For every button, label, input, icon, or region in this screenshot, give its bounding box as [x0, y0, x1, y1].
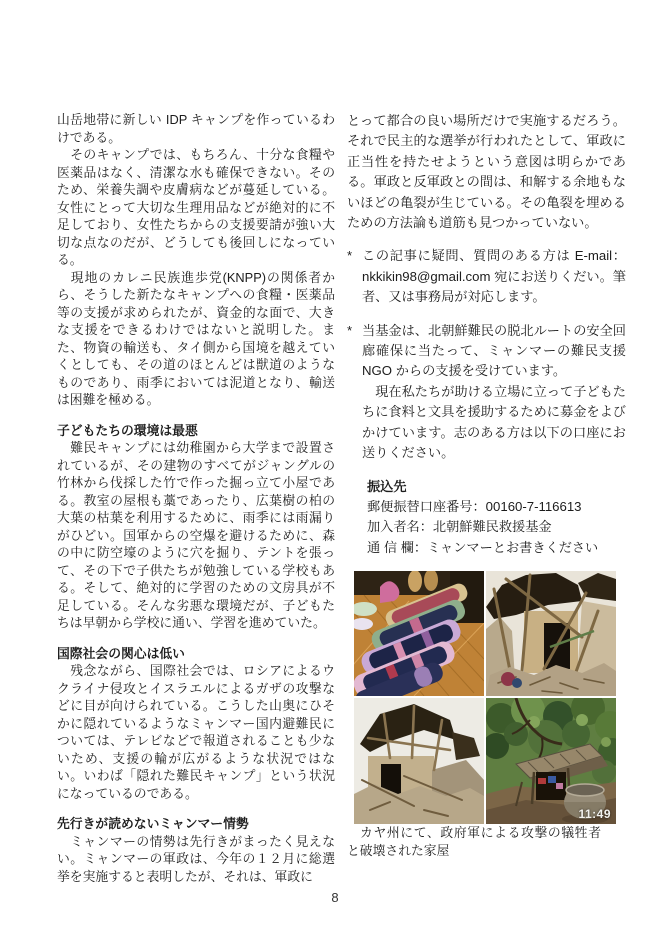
note-body: [362, 321, 626, 464]
note-paragraph: 現在私たちが助ける立場に立って子どもたちに食料と文具を援助するために募金をよびかけています。志のある方は以下の口座にお送りください。: [362, 383, 626, 461]
photo-victims-under-blankets: [354, 571, 484, 696]
photo-timestamp: 11:49: [578, 807, 611, 822]
bank-transfer-block: [367, 477, 626, 559]
section-body: ミャンマーの情勢は先行きがまったく見えない。ミャンマーの軍政は、今年の１２月に総選挙を実施すると表明したが、それは、軍政に: [57, 833, 335, 884]
body-paragraph: そのキャンプでは、もちろん、十分な食糧や医薬品はなく、清潔な水も確保できない。そのため、栄養失調や皮膚病などが蔓延している。女性にとって大切な生理用品などが絶対的に不足しており、女性たちからの支援要請が強い大切な点なのだが、どうしても後回しになっている。: [57, 147, 335, 267]
left-column: [57, 111, 335, 885]
body-paragraph: とって都合の良い場所だけで実施するだろう。それで民主的な選挙が行われたとして、軍政に正当性を持たせようという意図は明らかである。軍政と反軍政との間は、和解する余地もないほどの亀裂が生じている。その亀裂を埋めるための方法論も道筋も見つかっていない。: [347, 113, 626, 231]
photo-destroyed-jungle-hut-image: [486, 698, 616, 824]
right-column: [347, 111, 626, 860]
note-contact: [347, 246, 626, 307]
bank-account-name: 加入者名：北朝鮮難民救援基金: [367, 519, 552, 535]
body-paragraph: 山岳地帯に新しい IDP キャンプを作っているわけである。: [57, 112, 335, 145]
photo-destroyed-house-2-image: [354, 698, 484, 824]
photo-victims-image: [354, 571, 484, 696]
note-paragraph: この記事に疑問、質問のある方は E-mail：nkkikin98@gmail.com 宛にお送りくだい。筆者、又は事務局が対応します。: [362, 248, 626, 305]
section-body: 残念ながら、国際社会では、ロシアによるウクライナ侵攻とイスラエルによるガザの攻撃などに目が向けられている。こうした山奥にひそかに隠れているようなミャンマー国内避難民については、テレビなどで報道されることも少ないため、支援の輪が広がるような状況ではない。いわば「隠れた難民キャンプ」という状況になっているのである。: [57, 663, 335, 801]
photo-destroyed-house-1: [486, 571, 616, 696]
note-fund: [347, 321, 626, 464]
section-heading-myanmar-outlook: 先行きが読めないミャンマー情勢: [57, 816, 249, 831]
section-body: 難民キャンプには幼稚園から大学まで設置されているが、その建物のすべてがジャングルの竹林から伐採した竹で作った掘っ立て小屋である。教室の屋根も藁であったり、広葉樹の柏の大葉の枯葉を利用するために、雨季には雨漏りがひどい。国軍からの空爆を避けるために、森の中に防空壕のように穴を掘り、テントを張って、その下で子供たちが勉強している学校もある。そして、絶対的に学習のための文房具が不足している。そんな劣悪な環境だが、子どもたちは早朝から学校に通い、学習を進めていた。: [57, 440, 335, 630]
photo-destroyed-jungle-hut: [486, 698, 616, 824]
photo-caption: カヤ州にて、政府軍による攻撃の犠牲者と破壊された家屋: [347, 825, 601, 859]
photo-grid: [354, 571, 616, 824]
photo-destroyed-house-1-image: [486, 571, 616, 696]
bank-heading: 振込先: [367, 478, 407, 494]
body-paragraph: 現地のカレニ民族進歩党(KNPP)の関係者から、そうした新たなキャンプへの食糧・医薬品等の支援が求められたが、資金的な面で、大きな支援をできるわけではないと説明した。また、物資の輸送も、タイ側から国境を越えていくとしても、その道のほとんどは獣道のようなものであり、雨季においては泥道となり、輸送は困難を極める。: [57, 269, 335, 407]
bank-account-number: 郵便振替口座番号：00160-7-116613: [367, 498, 582, 514]
page-number: 8: [331, 890, 339, 905]
bank-memo-line: 通 信 欄：ミャンマーとお書きください: [367, 539, 599, 555]
asterisk-marker: *: [347, 248, 353, 264]
note-paragraph: 当基金は、北朝鮮難民の脱北ルートの安全回廊確保に当たって、ミャンマーの難民支援NGO からの支援を受けています。: [362, 322, 626, 379]
section-heading-children-environment: 子どもたちの環境は最悪: [57, 422, 198, 438]
note-body: [362, 246, 626, 307]
asterisk-marker: *: [347, 322, 353, 338]
section-heading-international-interest: 国際社会の関心は低い: [57, 645, 185, 661]
photo-destroyed-house-2: [354, 698, 484, 824]
